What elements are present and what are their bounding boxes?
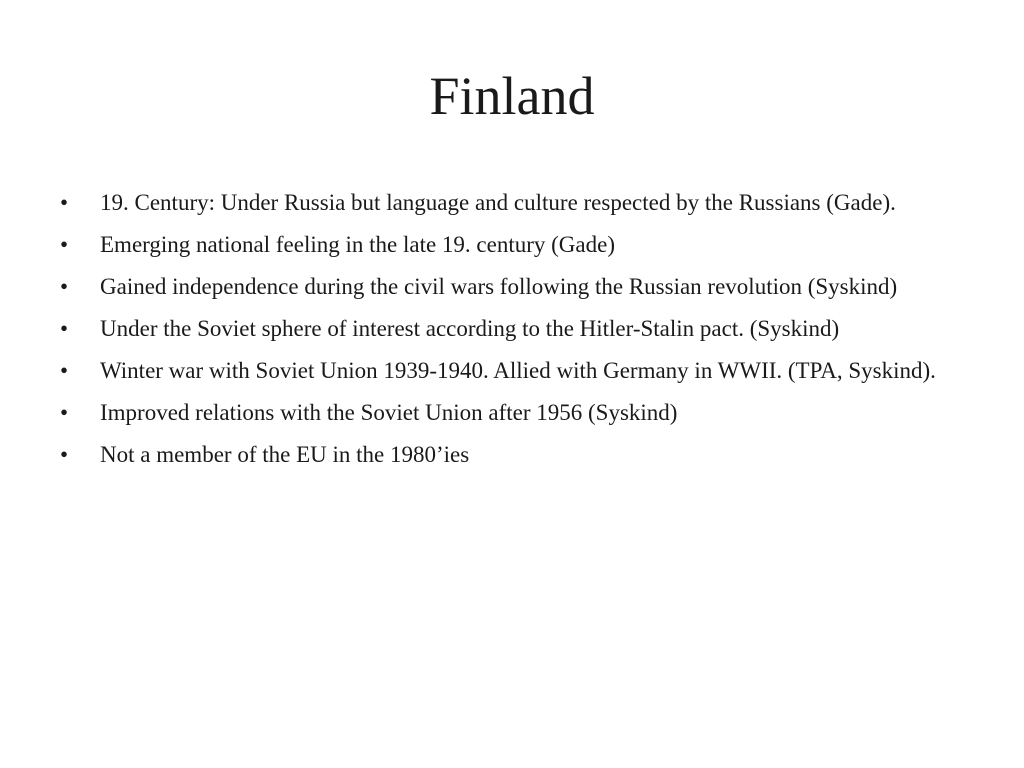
bullet-item <box>60 396 980 430</box>
bullet-icon: • <box>60 358 69 383</box>
bullet-text: Not a member of the EU in the 1980’ies <box>100 442 470 467</box>
bullet-list <box>60 186 980 480</box>
bullet-item <box>60 438 980 472</box>
bullet-text: Emerging national feeling in the late 19. century (Gade) <box>100 232 615 257</box>
bullet-text: Improved relations with the Soviet Union after 1956 (Syskind) <box>100 400 678 425</box>
bullet-icon: • <box>60 316 69 341</box>
slide-title: Finland <box>429 66 595 126</box>
bullet-icon: • <box>60 190 69 215</box>
bullet-text: Gained independence during the civil wars following the Russian revolution (Syskind) <box>100 274 898 299</box>
bullet-item <box>60 312 980 346</box>
bullet-item <box>60 228 980 262</box>
bullet-item <box>60 270 980 304</box>
bullet-text: Under the Soviet sphere of interest according to the Hitler-Stalin pact. (Syskind) <box>100 316 840 341</box>
bullet-icon: • <box>60 442 69 467</box>
bullet-icon: • <box>60 400 69 425</box>
bullet-item <box>60 186 980 220</box>
bullet-text: 19. Century: Under Russia but language and culture respected by the Russians (Gade). <box>100 190 896 215</box>
bullet-item <box>60 354 980 388</box>
bullet-icon: • <box>60 232 69 257</box>
bullet-icon: • <box>60 274 69 299</box>
bullet-text: Winter war with Soviet Union 1939-1940. Allied with Germany in WWII. (TPA, Syskind). <box>100 358 936 383</box>
